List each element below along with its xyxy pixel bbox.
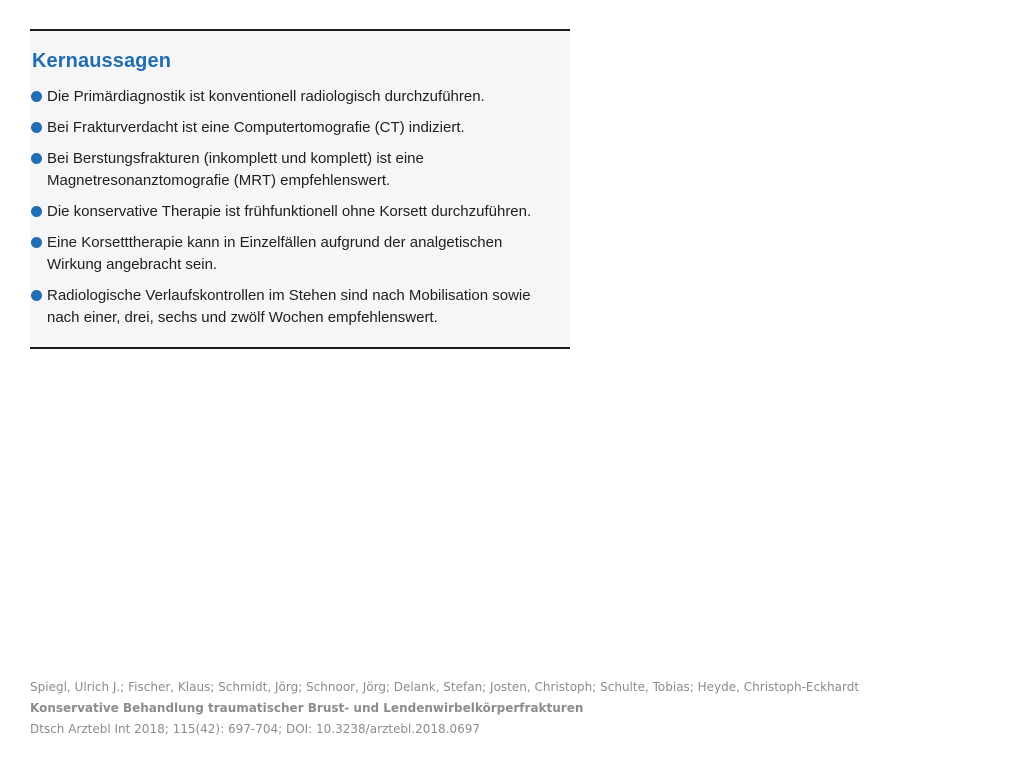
list-item-text: Die Primärdiagnostik ist konventionell radiologisch durchzuführen.	[47, 88, 485, 105]
list-item-text: Bei Frakturverdacht ist eine Computertomografie (CT) indiziert.	[47, 119, 465, 136]
bullet-icon	[31, 206, 42, 217]
box-title: Kernaussagen	[32, 50, 172, 72]
list-item	[30, 285, 557, 329]
citation-title: Konservative Behandlung traumatischer Brust- und Lendenwirbelkörperfrakturen	[30, 701, 584, 715]
list-item-text: Eine Korsetttherapie kann in Einzelfällen aufgrund der analgetischen Wirkung angebracht sein.	[47, 234, 503, 273]
list-item	[30, 232, 547, 276]
list-item	[30, 201, 560, 223]
list-item	[30, 148, 427, 192]
citation	[30, 677, 859, 740]
bullet-icon	[31, 91, 42, 102]
bullet-icon	[31, 122, 42, 133]
bullet-icon	[31, 237, 42, 248]
bullet-icon	[31, 290, 42, 301]
list-item-text: Die konservative Therapie ist frühfunktionell ohne Korsett durchzuführen.	[47, 203, 532, 220]
citation-source: Dtsch Arztebl Int 2018; 115(42): 697-704; DOI: 10.3238/arztebl.2018.0697	[30, 722, 481, 736]
list-item-text: Bei Berstungsfrakturen (inkomplett und komplett) ist eine Magnetresonanztomografie (MRT) empfehlenswert.	[47, 150, 424, 189]
bullet-icon	[31, 153, 42, 164]
key-statements-box	[30, 29, 570, 349]
list-item	[30, 86, 560, 108]
list-item	[30, 117, 560, 139]
key-statements-list	[30, 86, 560, 338]
list-item-text: Radiologische Verlaufskontrollen im Stehen sind nach Mobilisation sowie nach einer, drei, sechs und zwölf Wochen empfehlenswert.	[47, 287, 531, 326]
citation-authors: Spiegl, Ulrich J.; Fischer, Klaus; Schmidt, Jörg; Schnoor, Jörg; Delank, Stefan; Josten, Christoph; Schulte, Tobias; Heyde, Christoph-Eckhardt	[30, 680, 860, 694]
